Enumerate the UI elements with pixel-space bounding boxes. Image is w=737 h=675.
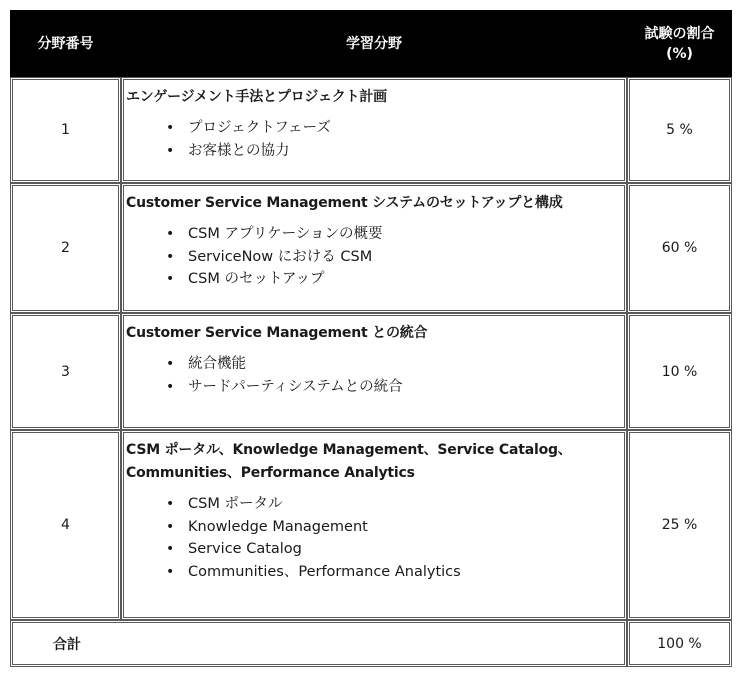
row-3-number: [10, 313, 121, 430]
header-exam-ratio-label: 試験の割合: [644, 25, 715, 42]
header-domain-number-label: 分野番号: [37, 35, 94, 52]
total-label-cell: [10, 620, 627, 667]
exam-blueprint-table: [10, 10, 732, 667]
row-4-title-line1: CSM ポータル、Knowledge Management、Service Catalog、: [126, 442, 572, 458]
row-4-topic-list: [126, 493, 620, 583]
row-3-topic-list: [126, 353, 620, 398]
row-3-title: Customer Service Management との統合: [126, 325, 428, 341]
header-exam-ratio-unit: (%): [666, 45, 693, 62]
row-1-percent: [627, 77, 732, 183]
row-2-area: [121, 183, 627, 313]
row-3-topic: • 統合機能: [188, 353, 620, 376]
row-4-number-text: 4: [61, 517, 70, 533]
row-1-title: エンゲージメント手法とプロジェクト計画: [126, 89, 387, 105]
row-3-area: [121, 313, 627, 430]
row-2-number-text: 2: [61, 240, 70, 256]
row-2-topic-list: [126, 223, 620, 291]
row-1-area: [121, 77, 627, 183]
row-4-topic: • Service Catalog: [188, 538, 620, 561]
row-4-title-line2: Communities、Performance Analytics: [126, 465, 415, 481]
row-2-percent: [627, 183, 732, 313]
row-3-topic: • サードパーティシステムとの統合: [188, 376, 620, 399]
total-label: 合計: [53, 636, 81, 653]
row-1-number-text: 1: [61, 122, 70, 138]
row-4-topic: • CSM ポータル: [188, 493, 620, 516]
row-2-title: Customer Service Management システムのセットアップと構成: [126, 195, 563, 211]
row-3-number-text: 3: [61, 363, 70, 380]
row-2-number: [10, 183, 121, 313]
row-2-topic: • ServiceNow における CSM: [188, 246, 620, 269]
row-1-percent-text: 5 %: [666, 122, 693, 138]
row-2-topic: • CSM アプリケーションの概要: [188, 223, 620, 246]
row-3-percent-text: 10 %: [661, 363, 698, 380]
row-3-percent: [627, 313, 732, 430]
row-2-topic: • CSM のセットアップ: [188, 268, 620, 291]
header-exam-ratio: [627, 10, 732, 77]
row-1-number: [10, 77, 121, 183]
row-2-percent-text: 60 %: [661, 240, 698, 256]
header-domain-number: [10, 10, 121, 77]
row-1-topic: • お客様との協力: [188, 140, 620, 163]
total-percent-text: 100 %: [657, 635, 702, 652]
header-learning-area: [121, 10, 627, 77]
row-4-topic: • Communities、Performance Analytics: [188, 561, 620, 584]
row-4-topic: • Knowledge Management: [188, 516, 620, 539]
header-learning-area-label: 学習分野: [346, 35, 402, 52]
row-4-area: [121, 430, 627, 620]
row-4-percent-text: 25 %: [661, 517, 698, 533]
row-1-topic-list: [126, 117, 620, 162]
row-1-topic: • プロジェクトフェーズ: [188, 117, 620, 140]
row-4-number: [10, 430, 121, 620]
total-percent: [627, 620, 732, 667]
row-4-percent: [627, 430, 732, 620]
